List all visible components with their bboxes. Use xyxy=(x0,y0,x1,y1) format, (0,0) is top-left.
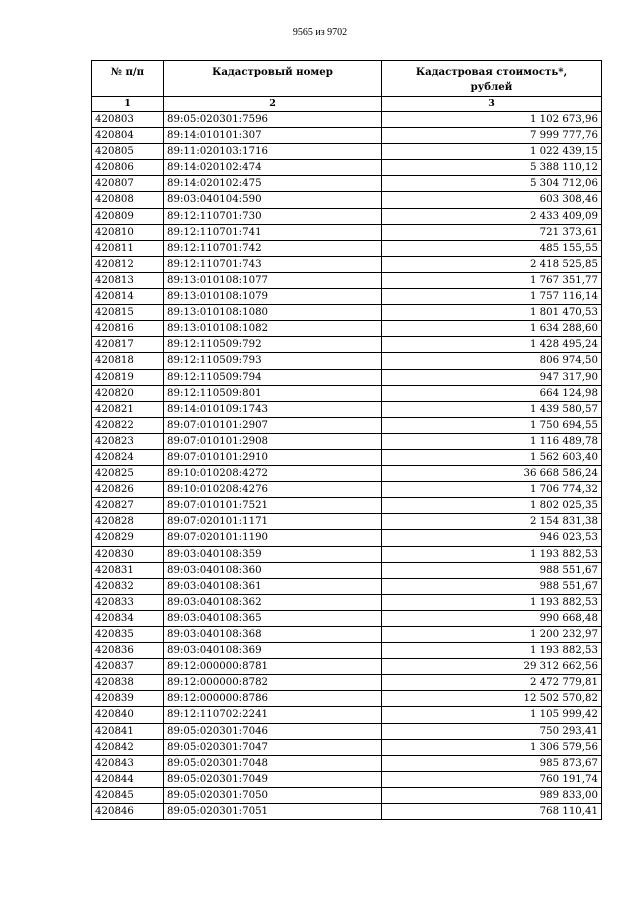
row-number-cell: 420834 xyxy=(92,610,164,626)
cadastral-number-cell: 89:12:110701:741 xyxy=(164,224,382,240)
cadastral-value-cell: 1 102 673,96 xyxy=(382,112,602,128)
cadastral-value-cell: 760 191,74 xyxy=(382,771,602,787)
row-number-cell: 420841 xyxy=(92,723,164,739)
row-number-cell: 420825 xyxy=(92,466,164,482)
table-row xyxy=(92,256,602,272)
row-number-cell: 420828 xyxy=(92,514,164,530)
table-row xyxy=(92,176,602,192)
cadastral-number-cell: 89:03:040108:361 xyxy=(164,578,382,594)
cadastral-value-cell: 750 293,41 xyxy=(382,723,602,739)
table-row xyxy=(92,417,602,433)
row-number-cell: 420840 xyxy=(92,707,164,723)
table-row xyxy=(92,321,602,337)
cadastral-value-cell: 1 200 232,97 xyxy=(382,627,602,643)
row-number-cell: 420817 xyxy=(92,337,164,353)
row-number-cell: 420815 xyxy=(92,305,164,321)
cadastral-value-cell: 5 304 712,06 xyxy=(382,176,602,192)
row-number-cell: 420831 xyxy=(92,562,164,578)
cadastral-value-cell: 990 668,48 xyxy=(382,610,602,626)
header-cadastral-value-line1: Кадастровая стоимость*, xyxy=(415,66,568,78)
table-row xyxy=(92,449,602,465)
table-row xyxy=(92,305,602,321)
table-row xyxy=(92,643,602,659)
cadastral-number-cell: 89:07:020101:1190 xyxy=(164,530,382,546)
cadastral-number-cell: 89:07:010101:7521 xyxy=(164,498,382,514)
cadastral-number-cell: 89:12:110509:793 xyxy=(164,353,382,369)
cadastral-value-cell: 1 306 579,56 xyxy=(382,739,602,755)
table-row xyxy=(92,659,602,675)
cadastral-number-cell: 89:12:110509:794 xyxy=(164,369,382,385)
cadastral-number-cell: 89:12:000000:8786 xyxy=(164,691,382,707)
cadastral-number-cell: 89:03:040108:368 xyxy=(164,627,382,643)
table-body xyxy=(92,112,602,820)
row-number-cell: 420836 xyxy=(92,643,164,659)
cadastral-number-cell: 89:03:040108:365 xyxy=(164,610,382,626)
table-row xyxy=(92,224,602,240)
cadastral-number-cell: 89:12:110701:730 xyxy=(164,208,382,224)
cadastral-value-cell: 1 750 694,55 xyxy=(382,417,602,433)
row-number-cell: 420830 xyxy=(92,546,164,562)
cadastral-value-cell: 1 116 489,78 xyxy=(382,433,602,449)
cadastral-value-cell: 1 022 439,15 xyxy=(382,144,602,160)
cadastral-value-cell: 1 767 351,77 xyxy=(382,272,602,288)
cadastral-number-cell: 89:03:040108:362 xyxy=(164,594,382,610)
cadastral-value-cell: 1 802 025,35 xyxy=(382,498,602,514)
cadastral-value-cell: 985 873,67 xyxy=(382,755,602,771)
table-row xyxy=(92,128,602,144)
cadastral-number-cell: 89:11:020103:1716 xyxy=(164,144,382,160)
cadastral-value-cell: 485 155,55 xyxy=(382,240,602,256)
table-row xyxy=(92,353,602,369)
table-row xyxy=(92,562,602,578)
cadastral-value-cell: 1 105 999,42 xyxy=(382,707,602,723)
cadastral-value-table xyxy=(91,60,602,820)
row-number-cell: 420843 xyxy=(92,755,164,771)
cadastral-value-cell: 1 193 882,53 xyxy=(382,546,602,562)
header-row-number: № п/п xyxy=(92,61,164,97)
column-number-2: 2 xyxy=(164,97,382,112)
table-row xyxy=(92,240,602,256)
row-number-cell: 420833 xyxy=(92,594,164,610)
cadastral-value-cell: 989 833,00 xyxy=(382,787,602,803)
cadastral-number-cell: 89:07:010101:2907 xyxy=(164,417,382,433)
cadastral-number-cell: 89:07:010101:2908 xyxy=(164,433,382,449)
table-row xyxy=(92,755,602,771)
cadastral-value-cell: 1 634 288,60 xyxy=(382,321,602,337)
row-number-cell: 420808 xyxy=(92,192,164,208)
header-cadastral-value xyxy=(382,61,602,97)
column-number-1: 1 xyxy=(92,97,164,112)
table-row xyxy=(92,546,602,562)
row-number-cell: 420827 xyxy=(92,498,164,514)
table-row xyxy=(92,594,602,610)
cadastral-value-cell: 721 373,61 xyxy=(382,224,602,240)
cadastral-value-cell: 1 193 882,53 xyxy=(382,594,602,610)
row-number-cell: 420821 xyxy=(92,401,164,417)
row-number-cell: 420832 xyxy=(92,578,164,594)
cadastral-value-cell: 7 999 777,76 xyxy=(382,128,602,144)
cadastral-number-cell: 89:10:010208:4272 xyxy=(164,466,382,482)
cadastral-number-cell: 89:03:040108:369 xyxy=(164,643,382,659)
table-row xyxy=(92,466,602,482)
row-number-cell: 420809 xyxy=(92,208,164,224)
cadastral-value-cell: 603 308,46 xyxy=(382,192,602,208)
cadastral-number-cell: 89:14:010109:1743 xyxy=(164,401,382,417)
header-cadastral-value-line2: рублей xyxy=(470,81,513,93)
cadastral-number-cell: 89:14:010101:307 xyxy=(164,128,382,144)
table-row xyxy=(92,578,602,594)
cadastral-number-cell: 89:10:010208:4276 xyxy=(164,482,382,498)
cadastral-number-cell: 89:05:020301:7046 xyxy=(164,723,382,739)
table-row xyxy=(92,192,602,208)
cadastral-number-cell: 89:13:010108:1077 xyxy=(164,272,382,288)
column-number-row xyxy=(92,97,602,112)
cadastral-number-cell: 89:05:020301:7047 xyxy=(164,739,382,755)
row-number-cell: 420820 xyxy=(92,385,164,401)
cadastral-number-cell: 89:07:010101:2910 xyxy=(164,449,382,465)
cadastral-value-cell: 12 502 570,82 xyxy=(382,691,602,707)
table-row xyxy=(92,691,602,707)
cadastral-value-cell: 1 801 470,53 xyxy=(382,305,602,321)
row-number-cell: 420822 xyxy=(92,417,164,433)
row-number-cell: 420837 xyxy=(92,659,164,675)
row-number-cell: 420811 xyxy=(92,240,164,256)
cadastral-number-cell: 89:03:040108:360 xyxy=(164,562,382,578)
cadastral-number-cell: 89:05:020301:7596 xyxy=(164,112,382,128)
row-number-cell: 420806 xyxy=(92,160,164,176)
cadastral-value-cell: 768 110,41 xyxy=(382,804,602,820)
row-number-cell: 420829 xyxy=(92,530,164,546)
row-number-cell: 420818 xyxy=(92,353,164,369)
cadastral-number-cell: 89:13:010108:1079 xyxy=(164,289,382,305)
table-row xyxy=(92,144,602,160)
cadastral-value-cell: 1 757 116,14 xyxy=(382,289,602,305)
cadastral-number-cell: 89:03:040104:590 xyxy=(164,192,382,208)
cadastral-value-cell: 36 668 586,24 xyxy=(382,466,602,482)
cadastral-number-cell: 89:07:020101:1171 xyxy=(164,514,382,530)
row-number-cell: 420835 xyxy=(92,627,164,643)
table-row xyxy=(92,514,602,530)
cadastral-number-cell: 89:12:110509:801 xyxy=(164,385,382,401)
column-number-3: 3 xyxy=(382,97,602,112)
row-number-cell: 420826 xyxy=(92,482,164,498)
table-row xyxy=(92,401,602,417)
table-row xyxy=(92,272,602,288)
table-row xyxy=(92,610,602,626)
row-number-cell: 420812 xyxy=(92,256,164,272)
cadastral-number-cell: 89:12:110701:743 xyxy=(164,256,382,272)
cadastral-number-cell: 89:05:020301:7051 xyxy=(164,804,382,820)
table-row xyxy=(92,707,602,723)
cadastral-number-cell: 89:12:110509:792 xyxy=(164,337,382,353)
cadastral-number-cell: 89:13:010108:1080 xyxy=(164,305,382,321)
table-row xyxy=(92,771,602,787)
cadastral-value-cell: 29 312 662,56 xyxy=(382,659,602,675)
table-row xyxy=(92,289,602,305)
cadastral-value-cell: 946 023,53 xyxy=(382,530,602,546)
table-row xyxy=(92,112,602,128)
row-number-cell: 420816 xyxy=(92,321,164,337)
cadastral-number-cell: 89:12:000000:8781 xyxy=(164,659,382,675)
table-row xyxy=(92,804,602,820)
cadastral-value-cell: 947 317,90 xyxy=(382,369,602,385)
row-number-cell: 420839 xyxy=(92,691,164,707)
row-number-cell: 420823 xyxy=(92,433,164,449)
table-row xyxy=(92,675,602,691)
table-row xyxy=(92,337,602,353)
table-row xyxy=(92,385,602,401)
cadastral-number-cell: 89:05:020301:7048 xyxy=(164,755,382,771)
cadastral-value-cell: 988 551,67 xyxy=(382,562,602,578)
cadastral-number-cell: 89:03:040108:359 xyxy=(164,546,382,562)
row-number-cell: 420819 xyxy=(92,369,164,385)
table-row xyxy=(92,739,602,755)
row-number-cell: 420803 xyxy=(92,112,164,128)
table-row xyxy=(92,498,602,514)
cadastral-number-cell: 89:12:000000:8782 xyxy=(164,675,382,691)
table-row xyxy=(92,482,602,498)
header-cadastral-number: Кадастровый номер xyxy=(164,61,382,97)
table-row xyxy=(92,627,602,643)
row-number-cell: 420805 xyxy=(92,144,164,160)
cadastral-number-cell: 89:13:010108:1082 xyxy=(164,321,382,337)
cadastral-number-cell: 89:12:110701:742 xyxy=(164,240,382,256)
cadastral-number-cell: 89:05:020301:7050 xyxy=(164,787,382,803)
cadastral-number-cell: 89:12:110702:2241 xyxy=(164,707,382,723)
row-number-cell: 420845 xyxy=(92,787,164,803)
row-number-cell: 420807 xyxy=(92,176,164,192)
row-number-cell: 420813 xyxy=(92,272,164,288)
table-row xyxy=(92,433,602,449)
cadastral-value-cell: 664 124,98 xyxy=(382,385,602,401)
cadastral-number-cell: 89:14:020102:475 xyxy=(164,176,382,192)
page-number-header: 9565 из 9702 xyxy=(292,27,348,38)
cadastral-value-cell: 5 388 110,12 xyxy=(382,160,602,176)
row-number-cell: 420814 xyxy=(92,289,164,305)
table-row xyxy=(92,208,602,224)
table-row xyxy=(92,160,602,176)
cadastral-value-cell: 1 439 580,57 xyxy=(382,401,602,417)
cadastral-value-cell: 806 974,50 xyxy=(382,353,602,369)
cadastral-value-cell: 1 428 495,24 xyxy=(382,337,602,353)
table-row xyxy=(92,787,602,803)
cadastral-number-cell: 89:14:020102:474 xyxy=(164,160,382,176)
table-row xyxy=(92,369,602,385)
row-number-cell: 420804 xyxy=(92,128,164,144)
row-number-cell: 420838 xyxy=(92,675,164,691)
cadastral-value-cell: 2 154 831,38 xyxy=(382,514,602,530)
cadastral-value-cell: 988 551,67 xyxy=(382,578,602,594)
cadastral-value-cell: 1 562 603,40 xyxy=(382,449,602,465)
cadastral-value-cell: 2 433 409,09 xyxy=(382,208,602,224)
row-number-cell: 420842 xyxy=(92,739,164,755)
table-row xyxy=(92,723,602,739)
cadastral-value-cell: 2 472 779,81 xyxy=(382,675,602,691)
row-number-cell: 420846 xyxy=(92,804,164,820)
cadastral-value-cell: 1 193 882,53 xyxy=(382,643,602,659)
table-row xyxy=(92,530,602,546)
cadastral-value-cell: 2 418 525,85 xyxy=(382,256,602,272)
cadastral-number-cell: 89:05:020301:7049 xyxy=(164,771,382,787)
row-number-cell: 420844 xyxy=(92,771,164,787)
cadastral-value-cell: 1 706 774,32 xyxy=(382,482,602,498)
row-number-cell: 420824 xyxy=(92,449,164,465)
row-number-cell: 420810 xyxy=(92,224,164,240)
table-header-row xyxy=(92,61,602,97)
